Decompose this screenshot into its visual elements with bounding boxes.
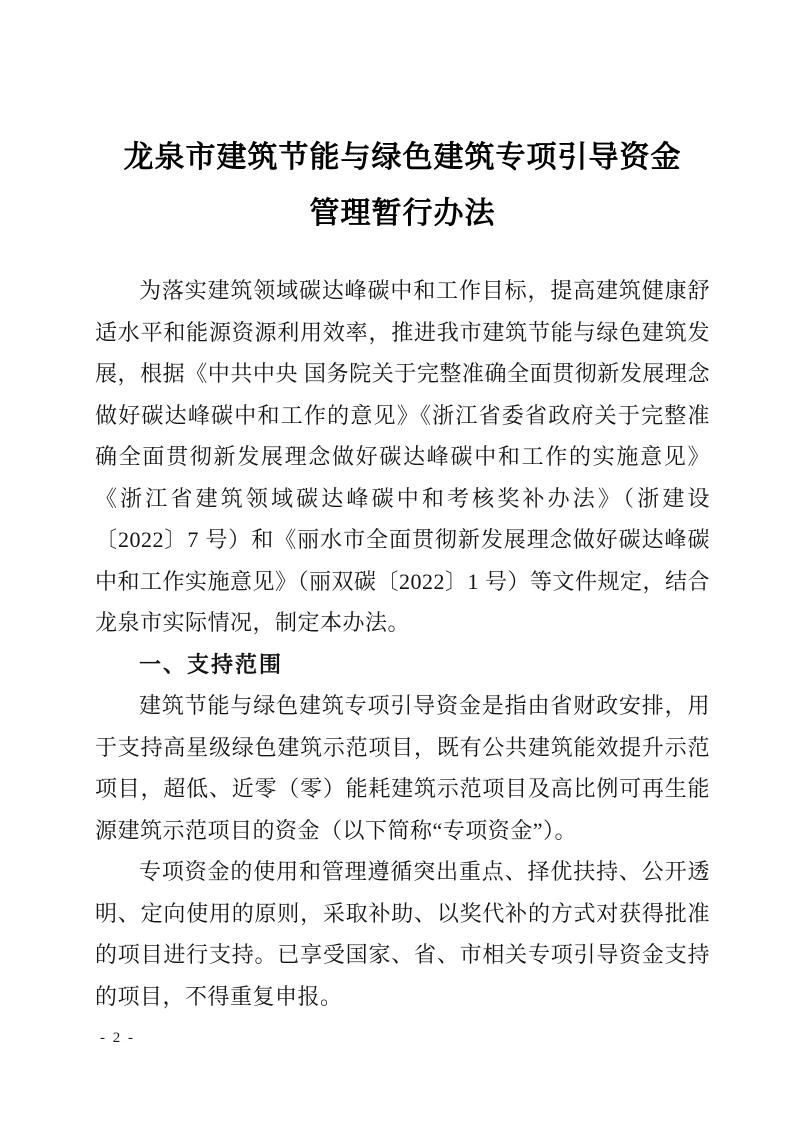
- page-number: - 2 -: [100, 1030, 135, 1046]
- title-line-1: 龙泉市建筑节能与绿色建筑专项引导资金: [123, 141, 682, 174]
- paragraph-intro: 为落实建筑领域碳达峰碳中和工作目标，提高建筑健康舒适水平和能源资源利用效率，推进我市建筑节能与绿色建筑发展，根据《中共中央 国务院关于完整准确全面贯彻新发展理念做好碳达峰碳中和工作的意见》《浙江省委省政府关于完整准确全面贯彻新发展理念做好碳达峰碳中和工作的实施意见》《浙江省建筑领域碳达峰碳中和考核奖补办法》（浙建设〔2022〕7 号）和《丽水市全面贯彻新发展理念做好碳达峰碳中和工作实施意见》（丽双碳〔2022〕1 号）等文件规定，结合龙泉市实际情况，制定本办法。: [95, 278, 711, 635]
- document-title: [95, 130, 710, 242]
- document-body: [95, 270, 710, 1017]
- section-heading-support-scope: 一、支持范围: [139, 651, 284, 677]
- paragraph-fund-principles: 专项资金的使用和管理遵循突出重点、择优扶持、公开透明、定向使用的原则，采取补助、以奖代补的方式对获得批准的项目进行支持。已享受国家、省、市相关专项引导资金支持的项目，不得重复申报。: [95, 859, 710, 1009]
- paragraph-fund-definition: 建筑节能与绿色建筑专项引导资金是指由省财政安排，用于支持高星级绿色建筑示范项目，既有公共建筑能效提升示范项目，超低、近零（零）能耗建筑示范项目及高比例可再生能源建筑示范项目的资金（以下简称“专项资金”）。: [95, 693, 710, 843]
- title-line-2: 管理暂行办法: [309, 197, 496, 230]
